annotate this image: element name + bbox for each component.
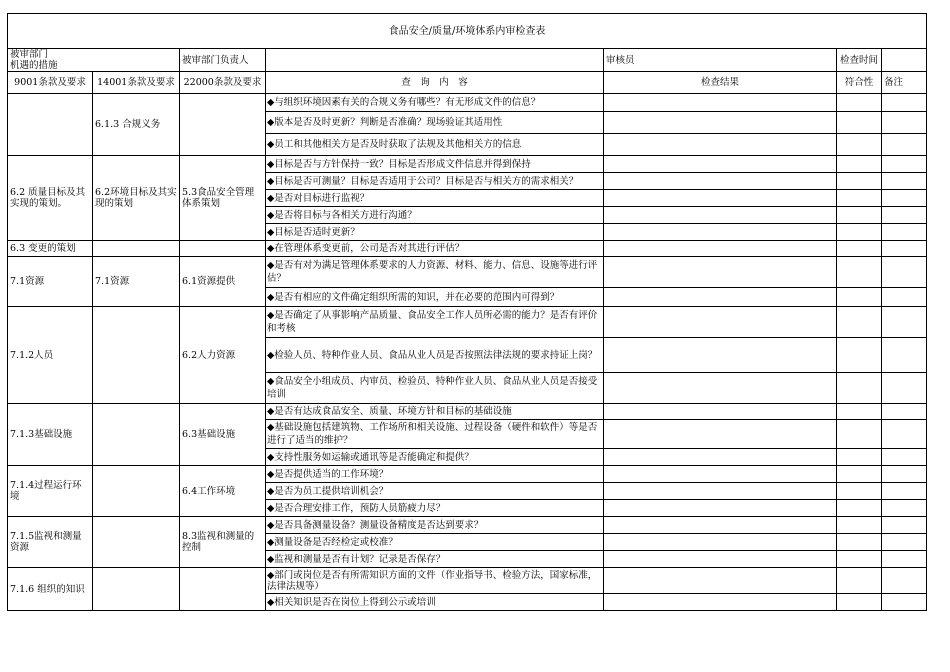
note-cell[interactable] [882, 534, 927, 551]
clause-14001-cell [93, 307, 180, 404]
clause-9001-cell: 7.1.5监视和测量资源 [8, 517, 93, 568]
clause-22000-cell: 8.3监视和测量的控制 [180, 517, 266, 568]
clause-9001-cell: 7.1.6 组织的知识 [8, 568, 93, 611]
result-cell[interactable] [604, 134, 837, 156]
note-cell[interactable] [882, 134, 927, 156]
note-cell[interactable] [882, 568, 927, 594]
query-cell: ◆与组织环境因素有关的合规义务有哪些？有无形成文件的信息？ [266, 94, 604, 112]
result-cell[interactable] [604, 594, 837, 611]
clause-14001-cell: 6.2环境目标及其实现的策划 [93, 156, 180, 241]
note-cell[interactable] [882, 373, 927, 404]
note-cell[interactable] [882, 404, 927, 420]
conform-cell[interactable] [837, 466, 882, 483]
conform-cell[interactable] [837, 94, 882, 112]
col-header-note: 备注 [882, 72, 927, 94]
conform-cell[interactable] [837, 257, 882, 288]
result-cell[interactable] [604, 112, 837, 134]
clause-22000-cell: 6.3基础设施 [180, 404, 266, 466]
query-cell: ◆在管理体系变更前，公司是否对其进行评估？ [266, 241, 604, 257]
query-cell: ◆是否将目标与各相关方进行沟通？ [266, 207, 604, 224]
conform-cell[interactable] [837, 288, 882, 307]
query-cell: ◆是否提供适当的工作环境？ [266, 466, 604, 483]
note-cell[interactable] [882, 173, 927, 190]
conform-cell[interactable] [837, 449, 882, 466]
clause-22000-cell: 6.4工作环境 [180, 466, 266, 517]
clause-14001-cell [93, 241, 180, 257]
result-cell[interactable] [604, 207, 837, 224]
conform-cell[interactable] [837, 224, 882, 241]
clause-9001-cell: 7.1.3基础设施 [8, 404, 93, 466]
query-cell: ◆食品安全小组成员、内审员、检验员、特种作业人员、食品从业人员是否接受培训 [266, 373, 604, 404]
conform-cell[interactable] [837, 190, 882, 207]
query-cell: ◆部门或岗位是否有所需知识方面的文件（作业指导书、检验方法，国家标准，法律法规等） [266, 568, 604, 594]
check-time-value[interactable] [882, 49, 927, 72]
result-cell[interactable] [604, 156, 837, 173]
note-cell[interactable] [882, 517, 927, 534]
clause-14001-cell [93, 517, 180, 568]
dept-person-value[interactable] [266, 49, 604, 72]
note-cell[interactable] [882, 449, 927, 466]
result-cell[interactable] [604, 404, 837, 420]
auditor-label [604, 49, 837, 72]
conform-cell[interactable] [837, 568, 882, 594]
query-cell: ◆是否有相应的文件确定组织所需的知识，并在必要的范围内可得到？ [266, 288, 604, 307]
query-cell: ◆是否对目标进行监视？ [266, 190, 604, 207]
col-header-conform: 符合性 [837, 72, 882, 94]
clause-9001-cell: 7.1资源 [8, 257, 93, 307]
conform-cell[interactable] [837, 373, 882, 404]
note-cell[interactable] [882, 241, 927, 257]
clause-9001-cell: 6.2 质量目标及其实现的策划。 [8, 156, 93, 241]
result-cell[interactable] [604, 534, 837, 551]
check-time-label: 检查时间 [837, 49, 882, 72]
note-cell[interactable] [882, 288, 927, 307]
query-cell: ◆支持性服务如运输或通讯等是否能确定和提供？ [266, 449, 604, 466]
result-cell[interactable] [604, 338, 837, 373]
clause-22000-cell: 5.3食品安全管理体系策划 [180, 156, 266, 241]
clause-9001-cell [8, 94, 93, 156]
clause-9001-cell: 7.1.4过程运行环境 [8, 466, 93, 517]
conform-cell[interactable] [837, 420, 882, 449]
note-cell[interactable] [882, 594, 927, 611]
conform-cell[interactable] [837, 112, 882, 134]
conform-cell[interactable] [837, 534, 882, 551]
col-header-query: 查 询 内 容 [266, 72, 604, 94]
note-cell[interactable] [882, 190, 927, 207]
query-cell: ◆目标是否适时更新？ [266, 224, 604, 241]
query-cell: ◆目标是否可测量？目标是否适用于公司？目标是否与相关方的需求相关？ [266, 173, 604, 190]
query-cell: ◆员工和其他相关方是否及时获取了法规及其他相关方的信息 [266, 134, 604, 156]
query-cell: ◆测量设备是否经检定或校准？ [266, 534, 604, 551]
note-cell[interactable] [882, 112, 927, 134]
query-cell: ◆是否具备测量设备？测量设备精度是否达到要求？ [266, 517, 604, 534]
result-cell[interactable] [604, 190, 837, 207]
clause-14001-cell [93, 466, 180, 517]
dept-person-label: 被审部门负责人 [180, 49, 266, 72]
note-cell[interactable] [882, 94, 927, 112]
result-cell[interactable] [604, 483, 837, 500]
note-cell[interactable] [882, 500, 927, 517]
query-cell: ◆是否为员工提供培训机会？ [266, 483, 604, 500]
conform-cell[interactable] [837, 594, 882, 611]
note-cell[interactable] [882, 307, 927, 338]
conform-cell[interactable] [837, 207, 882, 224]
col-header-result: 检查结果 [604, 72, 837, 94]
conform-cell[interactable] [837, 307, 882, 338]
page-title: 食品安全/质量/环境体系内审检查表 [8, 14, 927, 49]
col-header-22000: 22000条款及要求 [180, 72, 266, 94]
query-cell: ◆目标是否与方针保持一致？目标是否形成文件信息并得到保持 [266, 156, 604, 173]
result-cell[interactable] [604, 517, 837, 534]
conform-cell[interactable] [837, 483, 882, 500]
note-cell[interactable] [882, 483, 927, 500]
result-cell[interactable] [604, 373, 837, 404]
clause-14001-cell: 7.1资源 [93, 257, 180, 307]
note-cell[interactable] [882, 338, 927, 373]
result-cell[interactable] [604, 173, 837, 190]
clause-14001-cell [93, 404, 180, 466]
org-env-text: 机遇的措施 [10, 60, 58, 71]
query-cell: ◆相关知识是否在岗位上得到公示或培训 [266, 594, 604, 611]
result-cell[interactable] [604, 241, 837, 257]
clause-22000-cell [180, 241, 266, 257]
clause-22000-cell [180, 568, 266, 611]
result-cell[interactable] [604, 466, 837, 483]
clause-22000-cell: 6.2人力资源 [180, 307, 266, 404]
clause-9001-cell: 6.3 变更的策划 [8, 241, 93, 257]
result-cell[interactable] [604, 568, 837, 594]
query-cell: ◆是否有对为满足管理体系要求的人力资源、材料、能力、信息、设施等进行评估？ [266, 257, 604, 288]
auditor-text: 审核员 [606, 54, 635, 66]
result-cell[interactable] [604, 551, 837, 568]
result-cell[interactable] [604, 420, 837, 449]
col-header-14001: 14001条款及要求 [93, 72, 180, 94]
query-cell: ◆版本是否及时更新？判断是否准确？现场验证其适用性 [266, 112, 604, 134]
result-cell[interactable] [604, 500, 837, 517]
query-cell: ◆监视和测量是否有计划？记录是否保存？ [266, 551, 604, 568]
result-cell[interactable] [604, 288, 837, 307]
col-header-9001: 9001条款及要求 [8, 72, 93, 94]
clause-22000-cell: 6.1资源提供 [180, 257, 266, 307]
query-cell: ◆检验人员、特种作业人员、食品从业人员是否按照法律法规的要求持证上岗？ [266, 338, 604, 373]
audited-dept-label [8, 49, 180, 72]
conform-cell[interactable] [837, 500, 882, 517]
query-cell: ◆是否合理安排工作，预防人员筋疲力尽？ [266, 500, 604, 517]
note-cell[interactable] [882, 257, 927, 288]
conform-cell[interactable] [837, 241, 882, 257]
audited-dept-text: 被审部门 [10, 49, 49, 60]
note-cell[interactable] [882, 466, 927, 483]
query-cell: ◆基础设施包括建筑物、工作场所和相关设施、过程设备（硬件和软件）等是否进行了适当的维护？ [266, 420, 604, 449]
clause-14001-cell [93, 568, 180, 611]
note-cell[interactable] [882, 156, 927, 173]
conform-cell[interactable] [837, 404, 882, 420]
clause-22000-cell [180, 94, 266, 156]
note-cell[interactable] [882, 207, 927, 224]
result-cell[interactable] [604, 449, 837, 466]
result-cell[interactable] [604, 94, 837, 112]
conform-cell[interactable] [837, 517, 882, 534]
conform-cell[interactable] [837, 173, 882, 190]
conform-cell[interactable] [837, 156, 882, 173]
clause-14001-cell: 6.1.3 合规义务 [93, 94, 180, 156]
result-cell[interactable] [604, 224, 837, 241]
result-cell[interactable] [604, 257, 837, 288]
clause-9001-cell: 7.1.2人员 [8, 307, 93, 404]
conform-cell[interactable] [837, 551, 882, 568]
note-cell[interactable] [882, 224, 927, 241]
query-cell: ◆是否确定了从事影响产品质量、食品安全工作人员所必需的能力？是否有评价和考核 [266, 307, 604, 338]
note-cell[interactable] [882, 551, 927, 568]
result-cell[interactable] [604, 307, 837, 338]
query-cell: ◆是否有达成食品安全、质量、环境方针和目标的基础设施 [266, 404, 604, 420]
note-cell[interactable] [882, 420, 927, 449]
conform-cell[interactable] [837, 338, 882, 373]
conform-cell[interactable] [837, 134, 882, 156]
audit-checklist-table [7, 13, 927, 611]
